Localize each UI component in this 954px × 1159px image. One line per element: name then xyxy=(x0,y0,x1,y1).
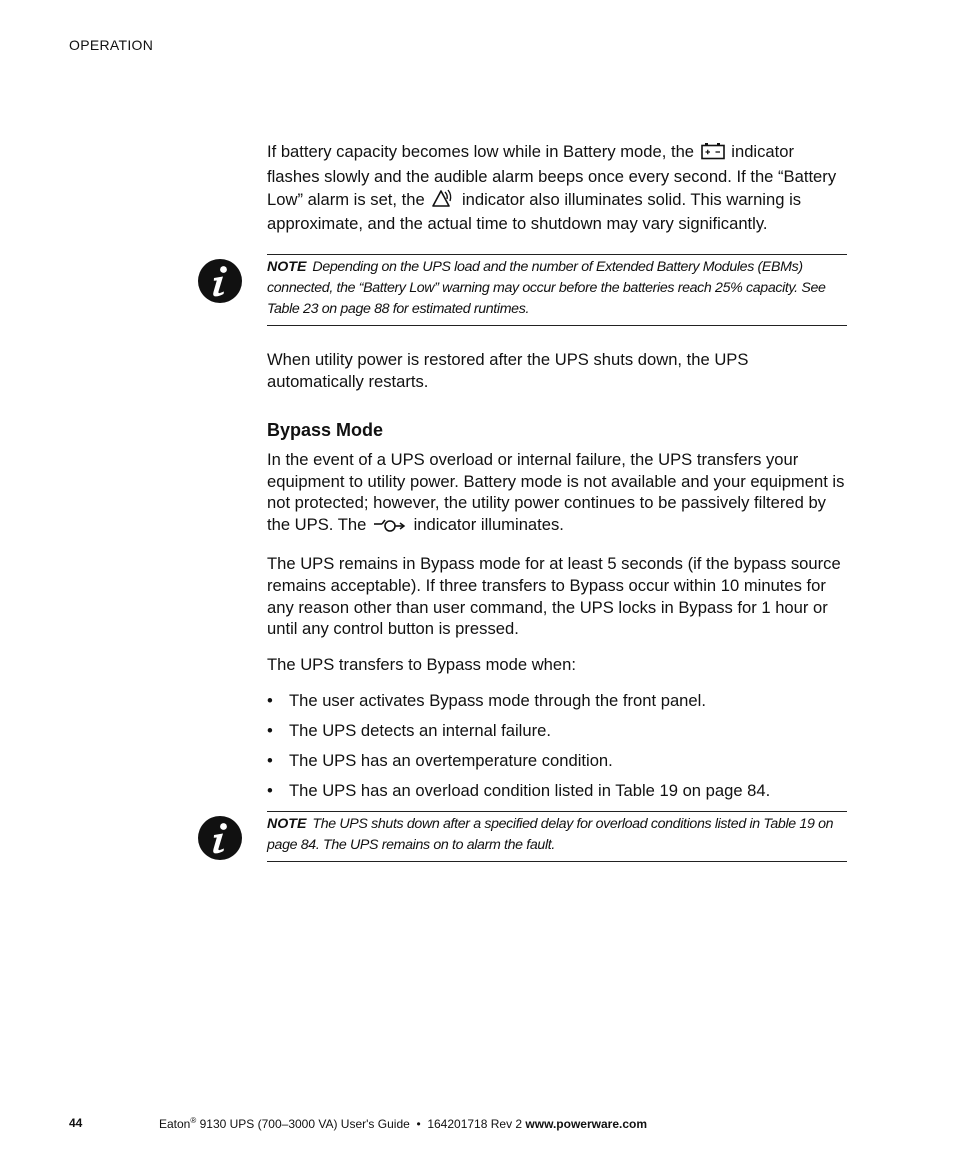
list-item: • The UPS detects an internal failure. xyxy=(267,720,551,740)
section-title: Bypass Mode xyxy=(267,419,384,440)
alarm-bell-icon xyxy=(431,188,455,214)
footer-doc-info: Eaton® 9130 UPS (700–3000 VA) User's Guide • 164201718 Rev 2 www.powerware.com xyxy=(159,1116,647,1131)
list-item: • The UPS has an overtemperature condition. xyxy=(267,750,613,770)
info-icon xyxy=(197,258,243,311)
note-text: Depending on the UPS load and the number of Extended Battery Modules (EBMs) connected, the “Battery Low” warning may occur before the batteries reach 25% capacity. See Table 23 on page 88 for estimated runtimes. xyxy=(267,259,826,318)
footer-url: www.powerware.com xyxy=(525,1117,647,1131)
battery-icon xyxy=(701,142,725,166)
note-label: NOTE xyxy=(267,815,307,832)
bypass-icon xyxy=(373,517,407,539)
restart-paragraph: When utility power is restored after the UPS shuts down, the UPS automatically restarts. xyxy=(267,350,749,391)
info-icon xyxy=(197,815,243,868)
bypass-conditions-intro: The UPS transfers to Bypass mode when: xyxy=(267,655,576,675)
bypass-intro-paragraph: In the event of a UPS overload or internal failure, the UPS transfers your equipment to utility power. Battery mode is not available and your equipment is not protected; however, the utility power continues to be passively filtered by the UPS. The indicator illuminates. xyxy=(267,449,847,539)
running-header: OPERATION xyxy=(69,37,154,53)
page-content xyxy=(267,141,847,862)
note-battery-low xyxy=(267,254,847,326)
bypass-lock-paragraph: The UPS remains in Bypass mode for at least 5 seconds (if the bypass source remains acceptable). If three transfers to Bypass occur within 10 minutes for any reason other than user command, the UPS locks in Bypass for 1 hour or until any control button is pressed. xyxy=(267,553,841,639)
battery-low-paragraph: If battery capacity becomes low while in Battery mode, the indicator flashes slowly and the audible alarm beeps once every second. If the “Battery Low” alarm is set, the indicator also illuminates solid. This warning is approximate, and the actual time to shutdown may vary significantly. xyxy=(267,142,837,234)
note-overload xyxy=(267,811,847,862)
bypass-conditions-list xyxy=(267,690,847,802)
list-item: • The UPS has an overload condition listed in Table 19 on page 84. xyxy=(267,780,771,800)
page-number: 44 xyxy=(69,1116,83,1130)
note-label: NOTE xyxy=(267,259,307,276)
list-item: • The user activates Bypass mode through the front panel. xyxy=(267,690,706,710)
note-text: The UPS shuts down after a specified delay for overload conditions listed in Table 19 on page 84. The UPS remains on to alarm the fault. xyxy=(267,815,834,853)
